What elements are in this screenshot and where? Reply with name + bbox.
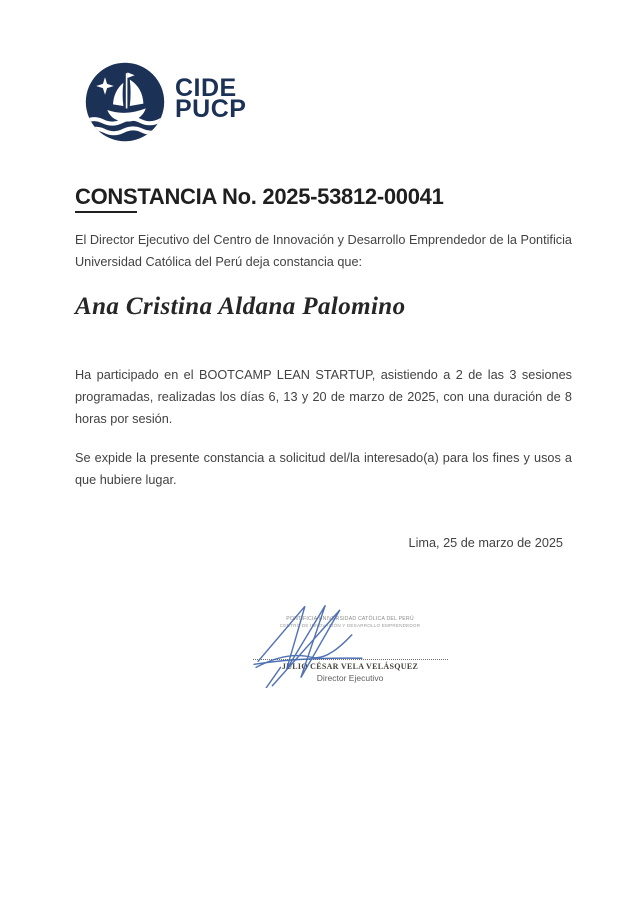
- title-underlined-part: CONS: [75, 184, 137, 213]
- stamp-line-1: PONTIFICIA UNIVERSIDAD CATÓLICA DEL PERÚ: [286, 616, 414, 622]
- logo-line-cide: CIDE: [175, 74, 237, 102]
- signer-name: JULIO CÉSAR VELA VELÁSQUEZ: [281, 661, 419, 671]
- body-paragraph: Ha participado en el BOOTCAMP LEAN STARTUP, asistiendo a 2 de las 3 sesiones programadas, realizadas los días 6, 13 y 20 de marzo de 2025, con una duración de 8 horas por sesión.: [75, 368, 572, 426]
- signer-title: Director Ejecutivo: [316, 672, 384, 683]
- document-title: [75, 184, 444, 213]
- handwritten-signature-icon: [252, 600, 366, 688]
- title-rest: TANCIA No. 2025-53812-00041: [137, 184, 444, 209]
- cide-pucp-logo: [85, 62, 246, 142]
- logo-line-pucp: PUCP: [175, 95, 247, 123]
- logo-wordmark: [175, 74, 247, 123]
- stamp-line-2: CENTRO DE INNOVACIÓN Y DESARROLLO EMPRENDEDOR: [279, 622, 421, 628]
- closing-paragraph: Se expide la presente constancia a solicitud del/la interesado(a) para los fines y usos a que hubiere lugar.: [75, 451, 572, 487]
- date-line: Lima, 25 de marzo de 2025: [408, 536, 563, 550]
- intro-paragraph: El Director Ejecutivo del Centro de Innovación y Desarrollo Emprendedor de la Pontificia Universidad Católica del Perú deja constancia que:: [75, 233, 572, 269]
- ship-emblem-icon: [85, 62, 165, 142]
- recipient-name: Ana Cristina Aldana Palomino: [75, 293, 406, 320]
